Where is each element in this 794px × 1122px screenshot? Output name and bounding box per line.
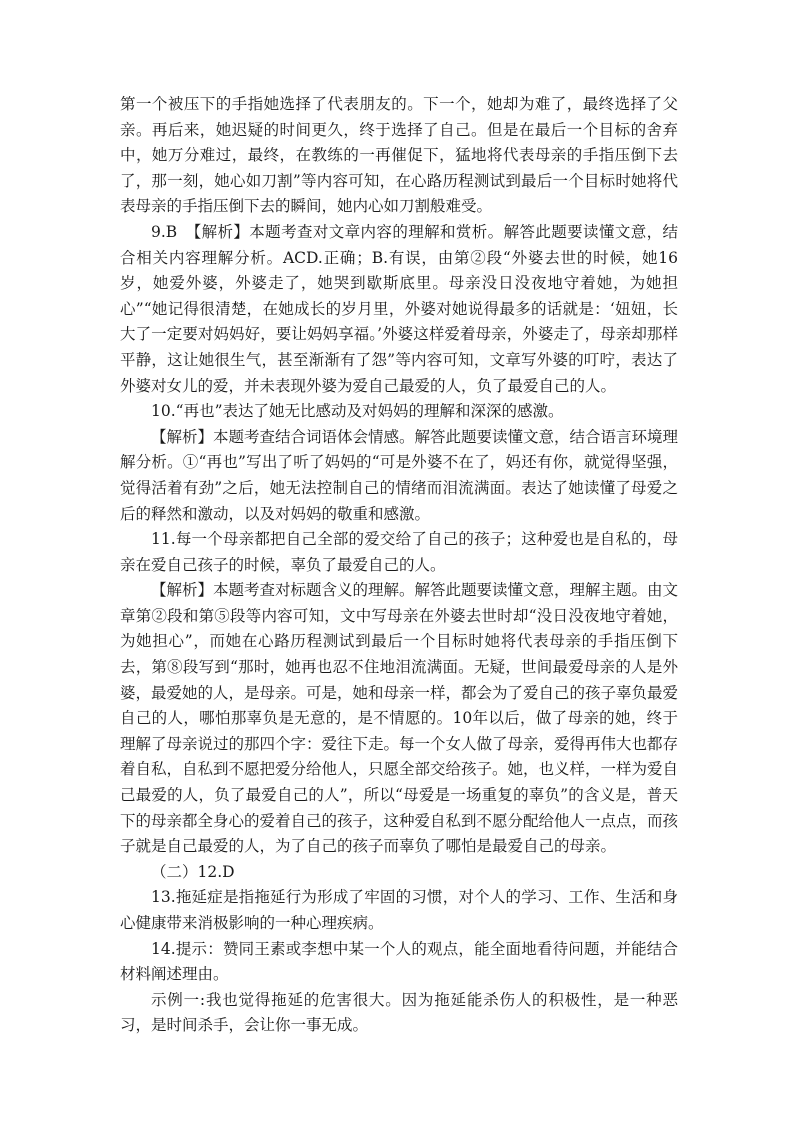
analysis-10: 【解析】本题考查结合词语体会情感。解答此题要读懂文意，结合语言环境理解分析。①“再也”写出了听了妈妈的“可是外婆不在了，妈还有你，就觉得坚强，觉得活着有劲”之后，她无法控制自己的情绪而泪流满面。表达了她读懂了母爱之后的释然和激动，以及对妈妈的敬重和感激。	[120, 427, 679, 523]
document-body	[120, 92, 678, 1039]
paragraph-continuation: 第一个被压下的手指她选择了代表朋友的。下一个，她却为难了，最终选择了父亲。再后来，她迟疑的时间更久，终于选择了自己。但是在最后一个目标的舍弃中，她万分难过，最终，在教练的一再催促下，猛地将代表母亲的手指压倒下去了，那一刻，她心如刀割”等内容可知，在心路历程测试到最后一个目标时她将代表母亲的手指压倒下去的瞬间，她内心如刀割般难受。	[120, 95, 678, 216]
example-1: 示例一:我也觉得拖延的危害很大。因为拖延能杀伤人的积极性，是一种恶习，是时间杀手，会让你一事无成。	[120, 990, 678, 1035]
answer-14: 14.提示：赞同王素或李想中某一个人的观点，能全面地看待问题，并能结合材料阐述理由。	[120, 939, 678, 984]
answer-9: 9.B 【解析】本题考查对文章内容的理解和赏析。解答此题要读懂文意，结合相关内容理解分析。ACD.正确；B.有误，由第②段“外婆去世的时候，她16岁，她爱外婆，外婆走了，她哭到歇斯底里。母亲没日没夜地守着她，为她担心”“她记得很清楚，在她成长的岁月里，外婆对她说得最多的话就是：‘妞妞，长大了一定要对妈妈好，要让妈妈享福。’外婆这样爱着母亲，外婆走了，母亲却那样平静，这让她很生气，甚至渐渐有了怨”等内容可知，文章写外婆的叮咛，表达了外婆对女儿的爱，并未表现外婆为爱自己最爱的人，负了最爱自己的人。	[120, 222, 678, 395]
answer-13: 13.拖延症是指拖延行为形成了牢固的习惯，对个人的学习、工作、生活和身心健康带来消极影响的一种心理疾病。	[120, 888, 678, 932]
answer-12: （二）12.D	[151, 862, 235, 881]
answer-11: 11.每一个母亲都把自己全部的爱交给了自己的孩子；这种爱也是自私的，母亲在爱自己孩子的时候，辜负了最爱自己的人。	[120, 530, 678, 574]
analysis-11: 【解析】本题考查对标题含义的理解。解答此题要读懂文意，理解主题。由文章第②段和第⑤段等内容可知，文中写母亲在外婆去世时却“没日没夜地守着她，为她担心”，而她在心路历程测试到最后一个目标时她将代表母亲的手指压倒下去，第⑧段写到“那时，她再也忍不住地泪流满面。无疑，世间最爱母亲的人是外婆，最爱她的人，是母亲。可是，她和母亲一样，都会为了爱自己的孩子辜负最爱自己的人，哪怕那辜负是无意的，是不情愿的。10年以后，做了母亲的她，终于理解了母亲说过的那四个字：爱往下走。每一个女人做了母亲，爱得再伟大也都存着自私，自私到不愿把爱分给他人，只愿全部交给孩子。她，也义样，一样为爱自己最爱的人，负了最爱自己的人”，所以“母爱是一场重复的辜负”的含义是，普天下的母亲都全身心的爱着自己的孩子，这种爱自私到不愿分配给他人一点点，而孩子就是自己最爱的人，为了自己的孩子而辜负了哪怕是最爱自己的母亲。	[120, 581, 679, 856]
answer-10: 10.“再也”表达了她无比感动及对妈妈的理解和深深的感激。	[151, 402, 564, 421]
